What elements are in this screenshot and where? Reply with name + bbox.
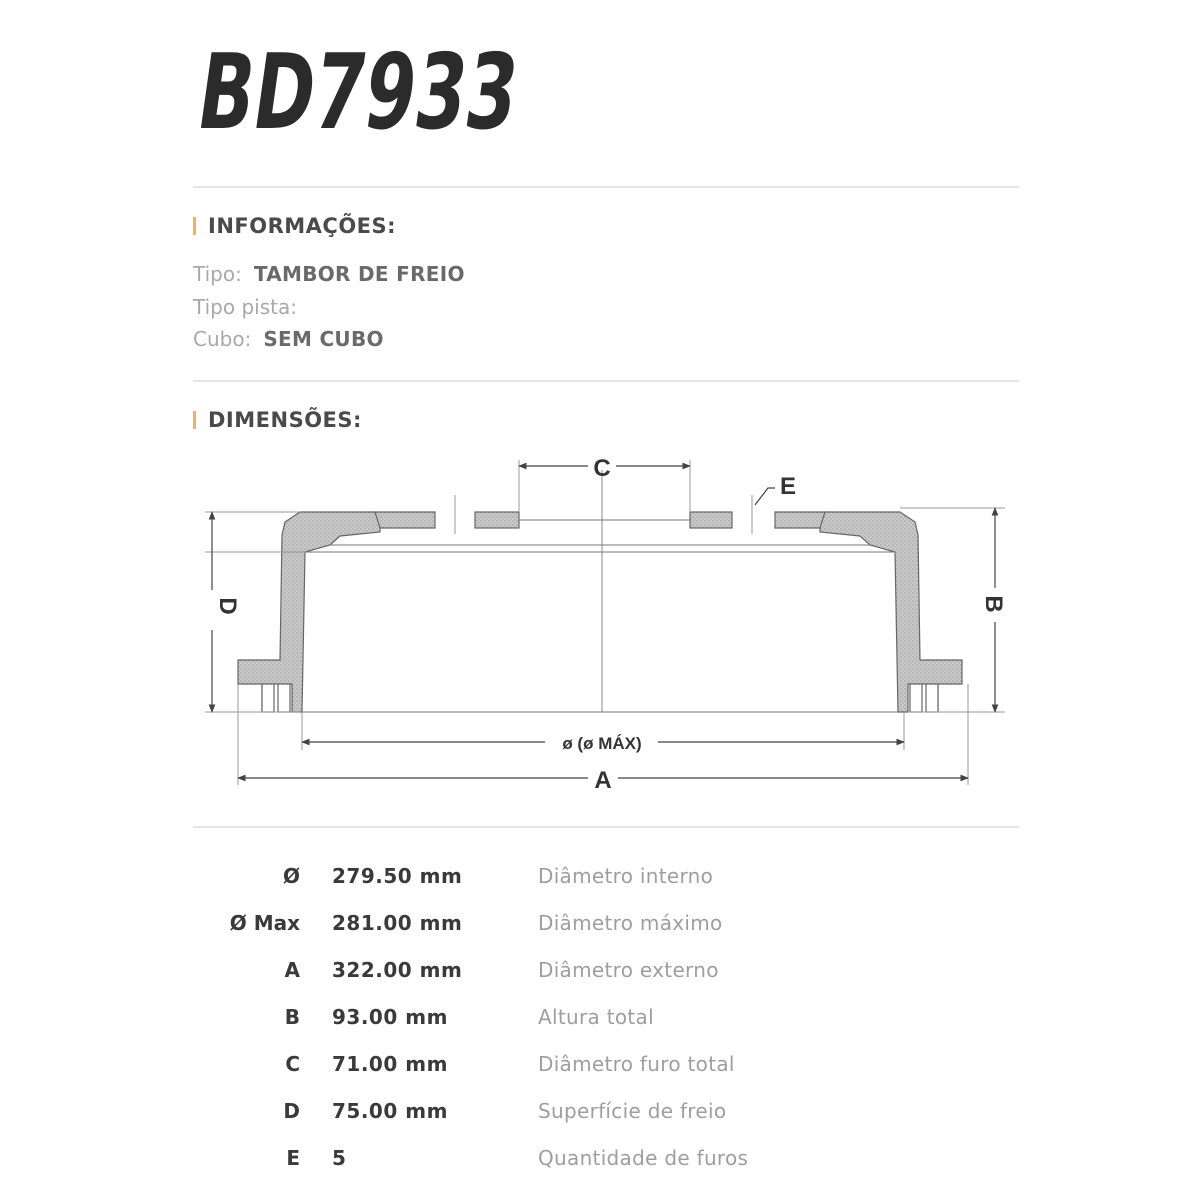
label-diameter: ø (ø MÁX) [562, 734, 642, 753]
spec-row [0, 958, 1200, 988]
spec-value: 322.00 mm [332, 958, 463, 982]
spec-description: Quantidade de furos [538, 1146, 749, 1170]
spec-symbol: Ø Max [229, 911, 300, 935]
spec-row [0, 911, 1200, 941]
accent-bar [193, 411, 196, 429]
spec-symbol: B [284, 1005, 300, 1029]
info-row-tipo [193, 262, 465, 286]
product-code-title [190, 30, 663, 153]
studs [262, 684, 938, 712]
spec-description: Altura total [538, 1005, 654, 1029]
info-row-tipo-pista [193, 295, 309, 319]
spec-description: Superfície de freio [538, 1099, 727, 1123]
spec-row [0, 1099, 1200, 1129]
divider [193, 380, 1019, 382]
drum-section [238, 512, 962, 712]
spec-value: 93.00 mm [332, 1005, 448, 1029]
spec-description: Diâmetro externo [538, 958, 719, 982]
spec-value: 71.00 mm [332, 1052, 448, 1076]
spec-row [0, 1146, 1200, 1176]
label-e: E [779, 473, 797, 500]
info-value: TAMBOR DE FREIO [253, 262, 465, 286]
label-a: A [594, 767, 612, 794]
brake-drum-drawing [0, 440, 1200, 820]
label-d: D [214, 597, 241, 615]
spec-symbol: E [286, 1146, 300, 1170]
spec-row [0, 864, 1200, 894]
info-heading-label: INFORMAÇÕES: [208, 214, 397, 238]
accent-bar [193, 217, 196, 235]
spec-value: 281.00 mm [332, 911, 463, 935]
spec-row [0, 1005, 1200, 1035]
spec-row [0, 1052, 1200, 1082]
spec-symbol: A [284, 958, 300, 982]
spec-symbol: C [285, 1052, 300, 1076]
dimensions-heading-label: DIMENSÕES: [208, 408, 362, 432]
spec-symbol: Ø [282, 864, 300, 888]
spec-symbol: D [283, 1099, 300, 1123]
divider [193, 826, 1019, 828]
info-heading [193, 214, 396, 238]
svg-text:BD7933: BD7933 [190, 31, 663, 153]
label-b: B [980, 595, 1007, 613]
dimensions-heading [193, 408, 362, 432]
info-row-cubo [193, 327, 384, 351]
info-value: SEM CUBO [263, 327, 384, 351]
spec-value: 279.50 mm [332, 864, 463, 888]
spec-description: Diâmetro furo total [538, 1052, 735, 1076]
info-key: Cubo: [193, 327, 252, 351]
label-c: C [593, 455, 611, 482]
divider [193, 186, 1019, 188]
info-key: Tipo: [193, 262, 242, 286]
info-key: Tipo pista: [193, 295, 297, 319]
spec-value: 5 [332, 1146, 347, 1170]
spec-description: Diâmetro interno [538, 864, 714, 888]
spec-value: 75.00 mm [332, 1099, 448, 1123]
spec-description: Diâmetro máximo [538, 911, 723, 935]
